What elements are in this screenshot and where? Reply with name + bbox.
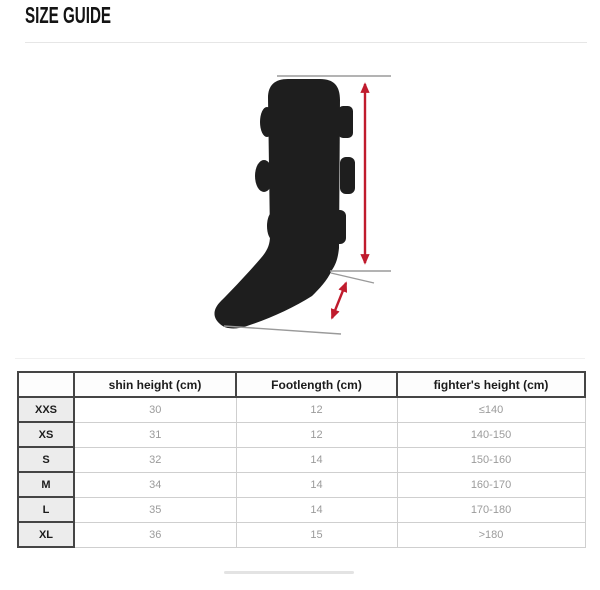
guide-line-toe: [224, 326, 341, 334]
foot-length-value: 15: [236, 522, 397, 547]
header-fighter-height: fighter's height (cm): [397, 372, 585, 397]
fighter-height-value: ≤140: [397, 397, 585, 422]
header-shin-height: shin height (cm): [74, 372, 236, 397]
section-divider: [15, 358, 585, 359]
horizontal-scrollbar-thumb[interactable]: [224, 571, 354, 574]
title-divider: [25, 42, 587, 43]
fighter-height-value: 150-160: [397, 447, 585, 472]
table-row-m: [18, 472, 585, 497]
size-label: L: [18, 497, 74, 522]
size-label: S: [18, 447, 74, 472]
fighter-height-value: 140-150: [397, 422, 585, 447]
right-strap-tab-upper: [338, 106, 353, 138]
shin-height-value: 36: [74, 522, 236, 547]
foot-length-value: 12: [236, 422, 397, 447]
foot-length-value: 14: [236, 497, 397, 522]
shin-height-value: 34: [74, 472, 236, 497]
right-strap-tab-middle: [340, 157, 355, 194]
table-row-xxs: [18, 397, 585, 422]
foot-length-arrow: [332, 283, 346, 318]
foot-length-value: 12: [236, 397, 397, 422]
size-label: XXS: [18, 397, 74, 422]
shin-height-value: 32: [74, 447, 236, 472]
fighter-height-value: >180: [397, 522, 585, 547]
size-chart-table: [17, 371, 586, 548]
table-row-l: [18, 497, 585, 522]
shin-height-value: 35: [74, 497, 236, 522]
header-size: [18, 372, 74, 397]
table-header-row: [18, 372, 585, 397]
shin-guard-body: [214, 79, 340, 328]
size-label: XL: [18, 522, 74, 547]
size-label: XS: [18, 422, 74, 447]
table-row-s: [18, 447, 585, 472]
shin-height-value: 31: [74, 422, 236, 447]
shin-guard-diagram: [0, 48, 600, 360]
foot-length-value: 14: [236, 472, 397, 497]
shin-height-value: 30: [74, 397, 236, 422]
fighter-height-value: 170-180: [397, 497, 585, 522]
size-label: M: [18, 472, 74, 497]
guide-line-instep: [331, 273, 374, 283]
page-title: SIZE GUIDE: [25, 2, 112, 28]
table-row-xl: [18, 522, 585, 547]
foot-length-value: 14: [236, 447, 397, 472]
shin-guard-silhouette-icon: [214, 79, 355, 328]
header-foot-length: Footlength (cm): [236, 372, 397, 397]
fighter-height-value: 160-170: [397, 472, 585, 497]
table-row-xs: [18, 422, 585, 447]
